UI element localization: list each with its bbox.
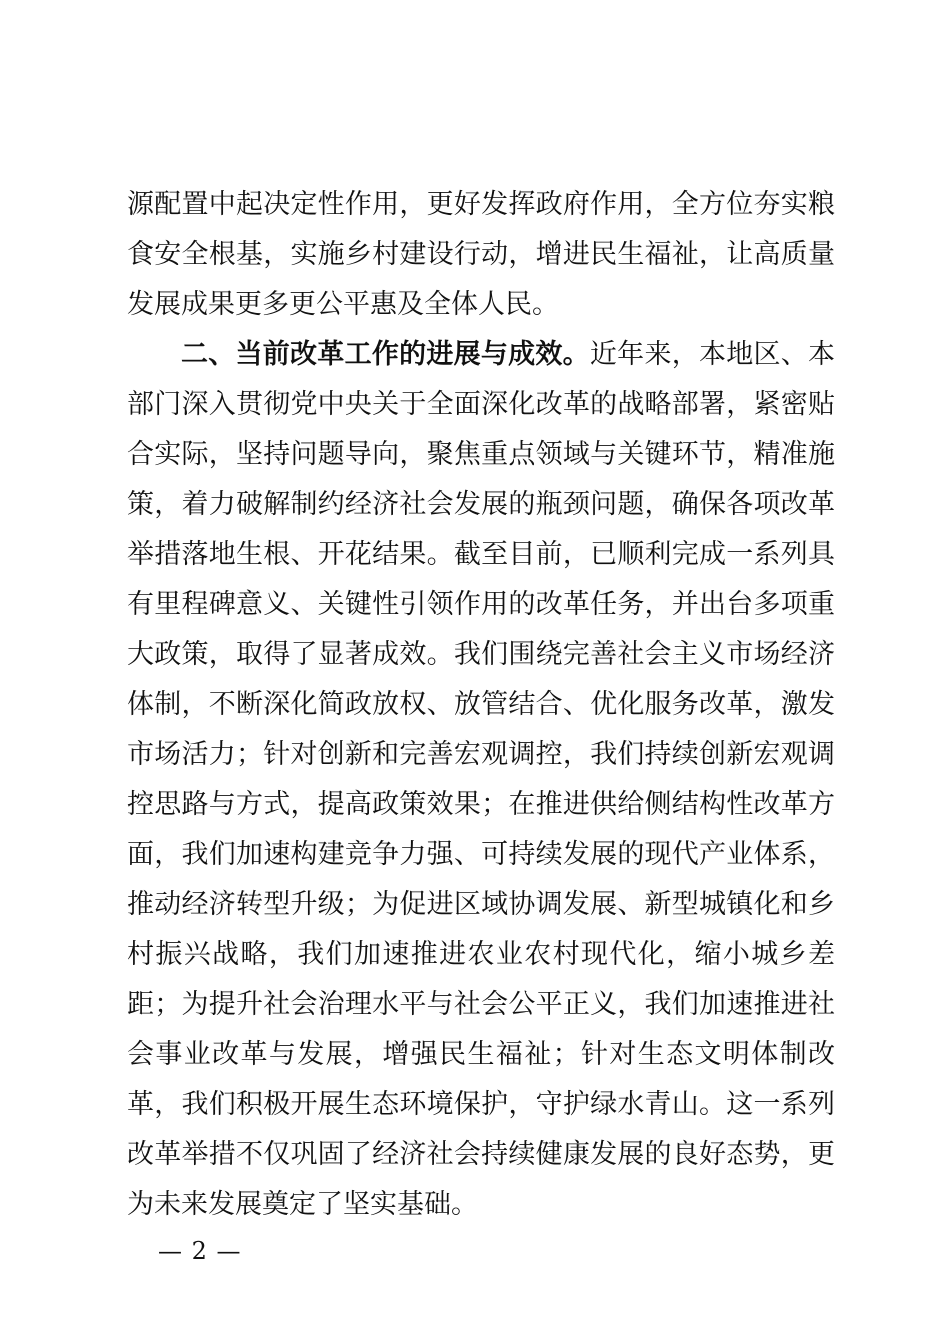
section-body-text: 近年来，本地区、本部门深入贯彻党中央关于全面深化改革的战略部署，紧密贴合实际，坚持问题导向，聚焦重点领域与关键环节，精准施策，着力破解制约经济社会发展的瓶颈问题，确保各项改革举措落地生根、开花结果。截至目前，已顺利完成一系列具有里程碑意义、关键性引领作用的改革任务，并出台多项重大政策，取得了显著成效。我们围绕完善社会主义市场经济体制，不断深化简政放权、放管结合、优化服务改革，激发市场活力；针对创新和完善宏观调控，我们持续创新宏观调控思路与方式，提高政策效果；在推进供给侧结构性改革方面，我们加速构建竞争力强、可持续发展的现代产业体系，推动经济转型升级；为促进区域协调发展、新型城镇化和乡村振兴战略，我们加速推进农业农村现代化，缩小城乡差距；为提升社会治理水平与社会公平正义，我们加速推进社会事业改革与发展，增强民生福祉；针对生态文明体制改革，我们积极开展生态环境保护，守护绿水青山。这一系列改革举措不仅巩固了经济社会持续健康发展的良好态势，更为未来发展奠定了坚实基础。	[127, 339, 836, 1220]
paragraph-section-two	[127, 330, 835, 1230]
page-number: — 2 —	[158, 1237, 242, 1265]
paragraph-continuation: 源配置中起决定性作用，更好发挥政府作用，全方位夯实粮食安全根基，实施乡村建设行动，增进民生福祉，让高质量发展成果更多更公平惠及全体人民。	[127, 189, 835, 320]
document-body	[127, 180, 835, 1230]
section-heading: 二、当前改革工作的进展与成效。	[181, 339, 590, 370]
